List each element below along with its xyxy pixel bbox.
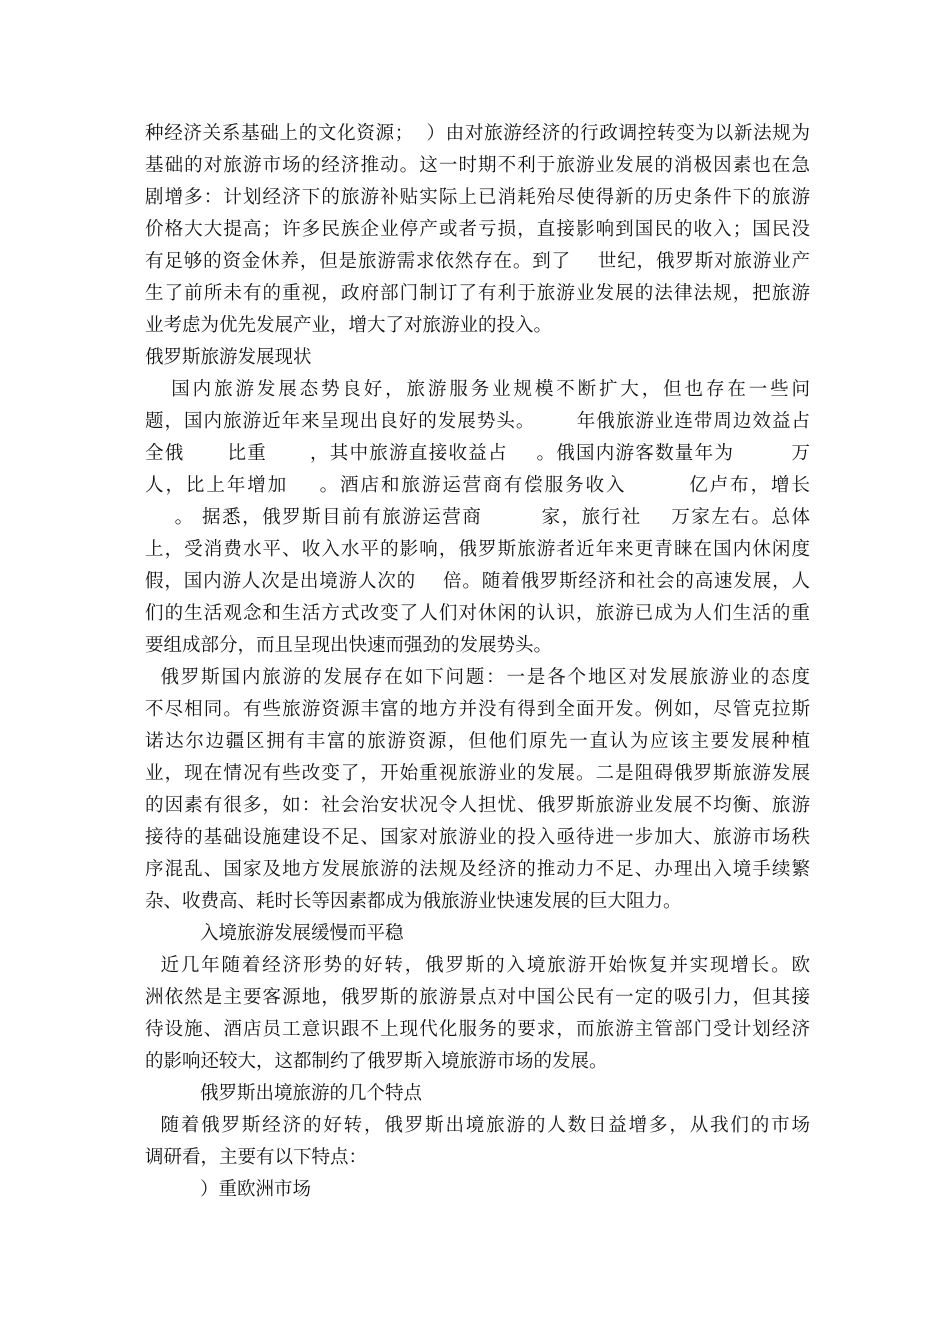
text-line: 剧增多：计划经济下的旅游补贴实际上已消耗殆尽使得新的历史条件下的旅游 [145,187,810,208]
text-line: 接待的基础设施建设不足、国家对旅游业的投入亟待进一步加大、旅游市场秩 [145,827,810,848]
text-line: 。 据悉，俄罗斯目前有旅游运营商 家，旅行社 万家左右。总体 [145,507,810,528]
text-line: 国内旅游发展态势良好，旅游服务业规模不断扩大，但也存在一些问 [145,379,810,400]
subheading-europe-market: ）重欧洲市场 [200,1179,312,1200]
text-line: 种经济关系基础上的文化资源； ）由对旅游经济的行政调控转变为以新法规为 [145,123,810,144]
text-line: 的因素有很多，如：社会治安状况令人担忧、俄罗斯旅游业发展不均衡、旅游 [145,795,810,816]
text-line: 待设施、酒店员工意识跟不上现代化服务的要求，而旅游主管部门受计划经济 [145,1019,810,1040]
text-line: 俄罗斯国内旅游的发展存在如下问题：一是各个地区对发展旅游业的态度 [145,667,810,688]
section-heading-inbound: 入境旅游发展缓慢而平稳 [200,923,404,944]
text-line: 假，国内游人次是出境游人次的 倍。随着俄罗斯经济和社会的高速发展，人 [145,571,810,592]
text-line: 题，国内旅游近年来呈现出良好的发展势头。 年俄旅游业连带周边效益占 [145,411,810,432]
text-line: 上，受消费水平、收入水平的影响，俄罗斯旅游者近年来更青睐在国内休闲度 [145,539,810,560]
section-heading-current-status: 俄罗斯旅游发展现状 [145,347,312,368]
section-heading-outbound: 俄罗斯出境旅游的几个特点 [200,1083,423,1104]
text-line: 全俄 比重 ，其中旅游直接收益占 。俄国内游客数量年为 万 [145,443,810,464]
text-line: 近几年随着经济形势的好转，俄罗斯的入境旅游开始恢复并实现增长。欧 [145,955,810,976]
text-line: 业，现在情况有些改变了，开始重视旅游业的发展。二是阻碍俄罗斯旅游发展 [145,763,810,784]
text-line: 序混乱、国家及地方发展旅游的法规及经济的推动力不足、办理出入境手续繁 [145,859,810,880]
text-line: 业考虑为优先发展产业，增大了对旅游业的投入。 [145,315,553,336]
text-line: 不尽相同。有些旅游资源丰富的地方并没有得到全面开发。例如，尽管克拉斯 [145,699,810,720]
text-line: 随着俄罗斯经济的好转，俄罗斯出境旅游的人数日益增多，从我们的市场 [145,1115,810,1136]
text-line: 杂、收费高、耗时长等因素都成为俄旅游业快速发展的巨大阻力。 [145,891,682,912]
text-line: 有足够的资金休养，但是旅游需求依然存在。到了 世纪，俄罗斯对旅游业产 [145,251,810,272]
text-line: 基础的对旅游市场的经济推动。这一时期不利于旅游业发展的消极因素也在急 [145,155,810,176]
text-line: 调研看，主要有以下特点： [145,1147,368,1168]
text-line: 诺达尔边疆区拥有丰富的旅游资源，但他们原先一直认为应该主要发展种植 [145,731,810,752]
text-line: 人，比上年增加 。酒店和旅游运营商有偿服务收入 亿卢布，增长 [145,475,810,496]
text-line: 们的生活观念和生活方式改变了人们对休闲的认识，旅游已成为人们生活的重 [145,603,810,624]
text-line: 洲依然是主要客源地，俄罗斯的旅游景点对中国公民有一定的吸引力，但其接 [145,987,810,1008]
text-line: 要组成部分，而且呈现出快速而强劲的发展势头。 [145,635,553,656]
text-line: 的影响还较大，这都制约了俄罗斯入境旅游市场的发展。 [145,1051,608,1072]
text-line: 价格大大提高；许多民族企业停产或者亏损，直接影响到国民的收入；国民没 [145,219,810,240]
text-line: 生了前所未有的重视，政府部门制订了有利于旅游业发展的法律法规，把旅游 [145,283,810,304]
